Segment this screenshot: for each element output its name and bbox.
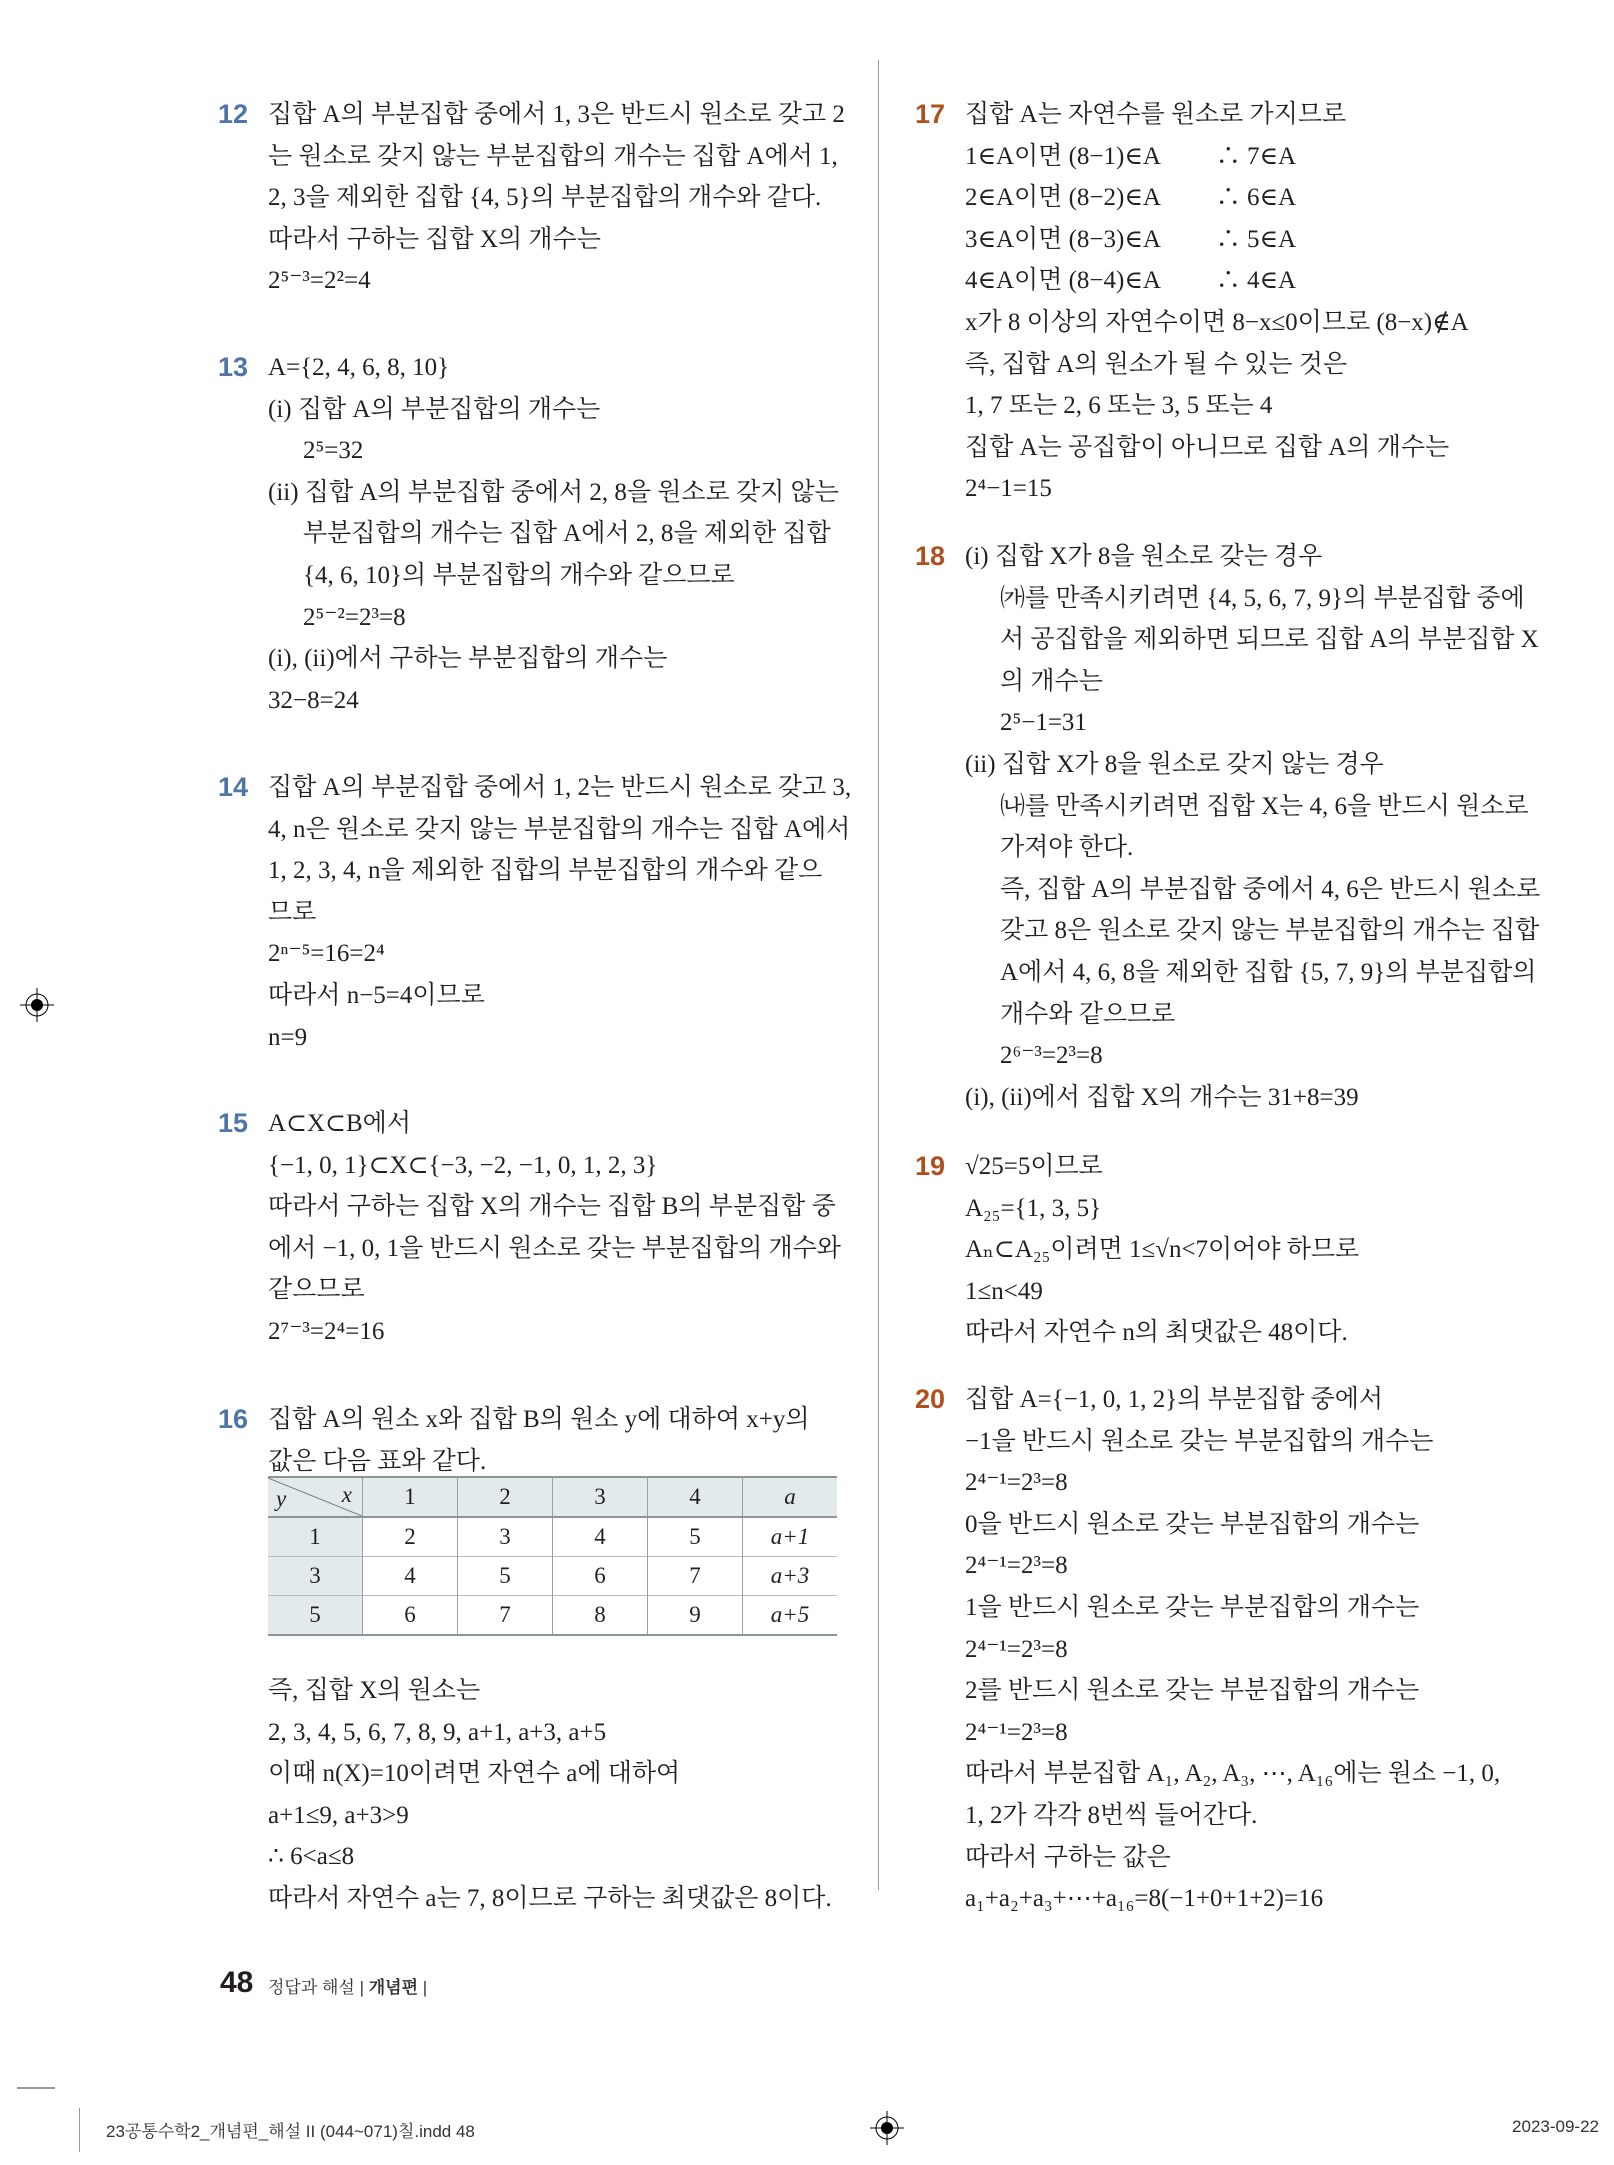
footer-section: 정답과 해설 [268, 1978, 355, 1997]
solution-line: 2⁷⁻³=2⁴=16 [268, 1317, 385, 1345]
problem-16 [218, 1399, 810, 1482]
solution-line: 서 공집합을 제외하면 되므로 집합 A의 부분집합 X [1000, 626, 1539, 654]
solution-line: A={2, 4, 6, 8, 10} [268, 354, 450, 381]
solution-line: −1을 반드시 원소로 갖는 부분집합의 개수는 [965, 1427, 1434, 1455]
solution-line: A⊂X⊂B에서 [268, 1110, 411, 1137]
solution-line: 갖고 8은 원소로 갖지 않는 부분집합의 개수는 집합 [1000, 917, 1540, 945]
solution-line: 따라서 자연수 n의 최댓값은 48이다. [965, 1319, 1348, 1347]
table-cell: 5 [458, 1557, 553, 1596]
solution-line: 개수와 같으므로 [1000, 1000, 1176, 1028]
solution-line: 1, 7 또는 2, 6 또는 3, 5 또는 4 [965, 392, 1273, 420]
crop-mark-horizontal [17, 2087, 55, 2089]
solution-line: 가져야 한다. [1000, 834, 1134, 862]
solution-line: 따라서 구하는 값은 [965, 1843, 1171, 1871]
solution-line: 집합 A={−1, 0, 1, 2}의 부분집합 중에서 [965, 1386, 1384, 1413]
solution-line: 4, n은 원소로 갖지 않는 부분집합의 개수는 집합 A에서 [268, 815, 851, 843]
problem-number: 15 [218, 1108, 249, 1138]
problem-13 [218, 347, 839, 721]
solution-line: 2⁴⁻¹=2³=8 [965, 1469, 1068, 1497]
solution-line: ㈎를 만족시키려면 {4, 5, 6, 7, 9}의 부분집합 중에 [1000, 584, 1525, 612]
solution-line: a+1≤9, a+3>9 [268, 1801, 409, 1829]
solution-line: 집합 A는 자연수를 원소로 가지므로 [965, 101, 1347, 128]
corner-y-label: y [276, 1486, 287, 1511]
table-cell: a+1 [743, 1517, 838, 1557]
solution-line: 2ⁿ⁻⁵=16=2⁴ [268, 940, 385, 968]
solution-line: 따라서 자연수 a는 7, 8이므로 구하는 최댓값은 8이다. [268, 1884, 832, 1912]
registration-mark-icon [20, 988, 54, 1022]
solution-line: 집합 A는 공집합이 아니므로 집합 A의 개수는 [965, 433, 1450, 461]
table-cell: 4 [553, 1517, 648, 1557]
solution-line: (i), (ii)에서 집합 X의 개수는 31+8=39 [965, 1083, 1359, 1111]
table-header-row [268, 1477, 837, 1517]
problem-19 [915, 1146, 1360, 1354]
solution-line: 2⁵=32 [303, 437, 364, 465]
solution-line: 2⁶⁻³=2³=8 [1000, 1042, 1103, 1070]
solution-line: 따라서 구하는 집합 X의 개수는 집합 B의 부분집합 중 [268, 1193, 836, 1221]
problem-number: 18 [915, 541, 946, 571]
solution-line: Aₙ⊂A₂₅이려면 1≤√n<7이어야 하므로 [965, 1236, 1360, 1264]
registration-mark-icon [870, 2111, 904, 2145]
table-cell: 3 [458, 1517, 553, 1557]
solution-line: a₁+a₂+a₃+⋯+a₁₆=8(−1+0+1+2)=16 [965, 1885, 1324, 1913]
solution-line: √25=5이므로 [965, 1153, 1103, 1180]
problem-16-continued [268, 1670, 832, 1920]
problem-12 [218, 94, 845, 302]
solution-line: 2⁵⁻³=2²=4 [268, 267, 371, 295]
problem-14 [218, 767, 852, 1058]
header-cell: 4 [648, 1477, 743, 1517]
solution-line: 는 원소로 갖지 않는 부분집합의 개수는 집합 A에서 1, [268, 142, 838, 170]
solution-line: x가 8 이상의 자연수이면 8−x≤0이므로 (8−x)∉A [965, 308, 1469, 336]
problem-number: 12 [218, 99, 249, 129]
solution-line: (ii) 집합 X가 8을 원소로 갖지 않는 경우 [965, 750, 1384, 778]
solution-line: 2, 3을 제외한 집합 {4, 5}의 부분집합의 개수와 같다. [268, 184, 822, 212]
corner-x-label: x [341, 1482, 352, 1507]
row-header-cell: 1 [268, 1517, 363, 1557]
problem-number: 20 [915, 1384, 946, 1414]
solution-line: {4, 6, 10}의 부분집합의 개수와 같으므로 [303, 561, 735, 589]
table-cell: 7 [648, 1557, 743, 1596]
header-cell: 1 [363, 1477, 458, 1517]
solution-line: 1을 반드시 원소로 갖는 부분집합의 개수는 [965, 1593, 1420, 1621]
table-row [268, 1596, 837, 1636]
table-cell: a+3 [743, 1557, 838, 1596]
table-row [268, 1517, 837, 1557]
problem-20 [915, 1379, 1501, 1920]
table-cell: 6 [363, 1596, 458, 1636]
solution-line: 즉, 집합 X의 원소는 [268, 1677, 481, 1704]
solution-line: 1, 2, 3, 4, n을 제외한 집합의 부분집합의 개수와 같으 [268, 857, 823, 885]
table-cell: 5 [648, 1517, 743, 1557]
solution-line: 2⁴⁻¹=2³=8 [965, 1718, 1068, 1746]
problem-15 [218, 1103, 841, 1353]
row-header-cell: 5 [268, 1596, 363, 1636]
solution-line: 2, 3, 4, 5, 6, 7, 8, 9, a+1, a+3, a+5 [268, 1718, 607, 1746]
problem-number: 14 [218, 772, 249, 802]
solution-line: ∴ 6<a≤8 [268, 1843, 355, 1871]
problem-number: 17 [915, 99, 946, 129]
solution-line: {−1, 0, 1}⊂X⊂{−3, −2, −1, 0, 1, 2, 3} [268, 1151, 658, 1179]
solution-line: 1≤n<49 [965, 1277, 1043, 1305]
row-header-cell: 3 [268, 1557, 363, 1596]
solution-line: (i) 집합 X가 8을 원소로 갖는 경우 [965, 543, 1323, 570]
solution-line: 집합 A의 부분집합 중에서 1, 2는 반드시 원소로 갖고 3, [268, 774, 852, 801]
solution-line: (i) 집합 A의 부분집합의 개수는 [268, 395, 601, 423]
table-cell: 7 [458, 1596, 553, 1636]
solution-line: 따라서 n−5=4이므로 [268, 981, 485, 1009]
slug-filename: 23공통수학2_개념편_해설 II (044~071)칠.indd 48 [106, 2122, 475, 2141]
table-cell: 4 [363, 1557, 458, 1596]
solution-line: 즉, 집합 A의 원소가 될 수 있는 것은 [965, 350, 1348, 378]
table-cell: 9 [648, 1596, 743, 1636]
table-cell: 2 [363, 1517, 458, 1557]
solution-line: 2⁵−1=31 [1000, 709, 1087, 737]
footer-separator: | [359, 1978, 364, 1997]
column-divider [878, 60, 879, 1890]
header-cell: 3 [553, 1477, 648, 1517]
table-cell: 8 [553, 1596, 648, 1636]
header-cell: 2 [458, 1477, 553, 1517]
sum-table [268, 1476, 837, 1636]
solution-line: 0을 반드시 원소로 갖는 부분집합의 개수는 [965, 1510, 1420, 1538]
solution-line: A₂₅={1, 3, 5} [965, 1194, 1102, 1222]
page-number: 48 [220, 1966, 254, 1999]
problem-number: 16 [218, 1404, 249, 1434]
solution-line: 따라서 부분집합 A₁, A₂, A₃, ⋯, A₁₆에는 원소 −1, 0, [965, 1760, 1501, 1788]
problem-18 [915, 536, 1541, 1118]
solution-line: 2⁵⁻²=2³=8 [303, 603, 406, 631]
footer-part: 개념편 [368, 1978, 419, 1997]
footer-separator: | [422, 1978, 428, 1997]
solution-line: 집합 A의 원소 x와 집합 B의 원소 y에 대하여 x+y의 [268, 1406, 810, 1433]
problem-17 [915, 94, 1469, 510]
problem-number: 13 [218, 352, 249, 382]
solution-line: 따라서 구하는 집합 X의 개수는 [268, 225, 601, 253]
solution-line: (ii) 집합 A의 부분집합 중에서 2, 8을 원소로 갖지 않는 [268, 478, 839, 506]
solution-line: n=9 [268, 1023, 308, 1051]
solution-line: 부분집합의 개수는 집합 A에서 2, 8을 제외한 집합 [303, 520, 831, 548]
solution-line: 즉, 집합 A의 부분집합 중에서 4, 6은 반드시 원소로 [1000, 875, 1541, 903]
header-cell: a [743, 1477, 838, 1517]
solution-line: (i), (ii)에서 구하는 부분집합의 개수는 [268, 645, 668, 673]
slug-date: 2023-09-22 [1512, 2117, 1599, 2136]
solution-line: 2⁴⁻¹=2³=8 [965, 1635, 1068, 1663]
solution-line: A에서 4, 6, 8을 제외한 집합 {5, 7, 9}의 부분집합의 [1000, 958, 1537, 986]
solution-line: 므로 [268, 898, 317, 926]
solution-line: 32−8=24 [268, 686, 359, 714]
crop-mark-vertical [79, 2108, 80, 2152]
solution-line: 2⁴⁻¹=2³=8 [965, 1552, 1068, 1580]
table-corner-cell [268, 1477, 363, 1517]
solution-line: 의 개수는 [1000, 667, 1103, 695]
solution-line: ㈏를 만족시키려면 집합 X는 4, 6을 반드시 원소로 [1000, 792, 1529, 820]
solution-line: 2를 반드시 원소로 갖는 부분집합의 개수는 [965, 1677, 1420, 1705]
solution-line: 값은 다음 표와 같다. [268, 1447, 487, 1475]
running-footer [268, 1973, 427, 1998]
table-row [268, 1557, 837, 1596]
problem-number: 19 [915, 1151, 946, 1181]
solution-line: 같으므로 [268, 1276, 365, 1304]
solution-line: 에서 −1, 0, 1을 반드시 원소로 갖는 부분집합의 개수와 [268, 1234, 841, 1262]
solution-line: 3∈A이면 (8−3)∈A ∴ 5∈A [965, 225, 1297, 253]
solution-line: 2∈A이면 (8−2)∈A ∴ 6∈A [965, 184, 1297, 212]
solution-line: 1, 2가 각각 8번씩 들어간다. [965, 1801, 1258, 1829]
solution-line: 이때 n(X)=10이려면 자연수 a에 대하여 [268, 1760, 681, 1788]
solution-line: 1∈A이면 (8−1)∈A ∴ 7∈A [965, 142, 1297, 170]
table-cell: 6 [553, 1557, 648, 1596]
solution-line: 4∈A이면 (8−4)∈A ∴ 4∈A [965, 267, 1297, 295]
table-cell: a+5 [743, 1596, 838, 1636]
solution-line: 집합 A의 부분집합 중에서 1, 3은 반드시 원소로 갖고 2 [268, 101, 845, 128]
solution-line: 2⁴−1=15 [965, 475, 1052, 503]
